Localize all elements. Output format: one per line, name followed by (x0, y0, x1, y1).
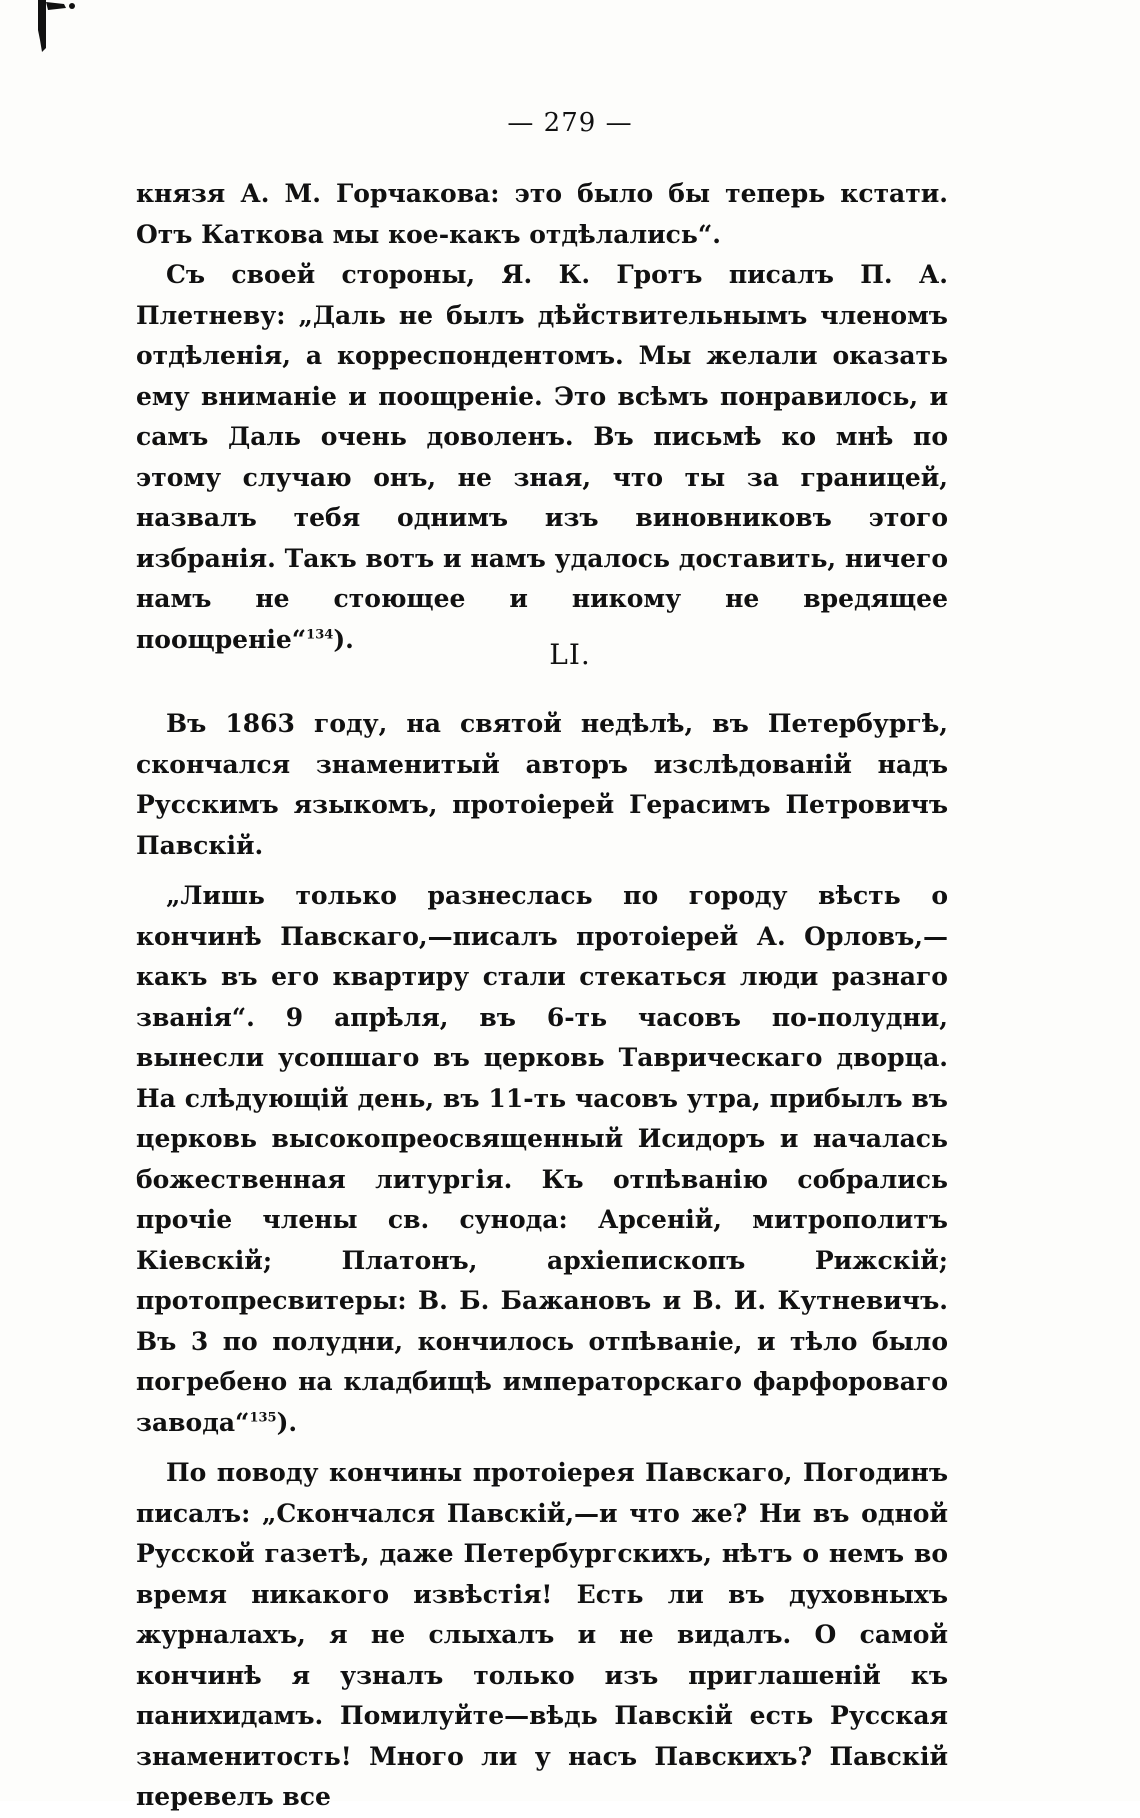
paragraph-funeral (136, 876, 948, 1443)
paragraph-funeral-end: ). (276, 1407, 298, 1437)
paragraph-grot-end: ). (333, 624, 354, 654)
bottom-text-block (136, 704, 948, 1818)
page-number: — 279 — (507, 108, 633, 138)
paragraph-grot-letter (136, 255, 948, 660)
paragraph-funeral-text: „Лишь только разнеслась по городу вѣсть о кончинѣ Павскаго,—писалъ протоіерей А. Орловъ,—какъ въ его квартиру стали стекаться люди разнаго званія“. 9 апрѣля, въ 6-ть часовъ по-полудни, вынесли усопшаго въ церковь Таврическаго дворца. На слѣдующій день, въ 11-ть часовъ утра, прибылъ въ церковь высокопреосвященный Исидоръ и началась божественная литургія. Къ отпѣванію собрались прочіе члены св. сунода: Арсеній, митрополитъ Кіевскій; Платонъ, архіепископъ Рижскій; протопресвитеры: В. Б. Бажановъ и В. И. Кутневичъ. Въ 3 по полудни, кончилось отпѣваніе, и тѣло было погребено на кладбищѣ императорскаго фарфороваго завода“ (136, 881, 948, 1437)
paragraph-grot-text: Съ своей стороны, Я. К. Гротъ писалъ П. А. Плетневу: „Даль не былъ дѣйствительнымъ членомъ отдѣленія, а корреспондентомъ. Мы желали оказать ему вниманіе и поощреніе. Это всѣмъ понравилось, и самъ Даль очень доволенъ. Въ письмѣ ко мнѣ по этому случаю онъ, не зная, что ты за границей, назвалъ тебя однимъ изъ виновниковъ этого избранія. Такъ вотъ и намъ удалось доставить, ничего намъ не стоющее и никому не вредящее поощреніе“ (136, 260, 948, 654)
footnote-ref-135: 135 (249, 1410, 277, 1426)
paragraph-continuation: князя А. М. Горчакова: это было бы теперь кстати. Отъ Каткова мы кое-какъ отдѣлались“. (136, 179, 948, 249)
top-text-block (136, 174, 948, 660)
section-heading: LI. (549, 638, 591, 671)
scan-corner-mark (36, 0, 80, 52)
paragraph-pogodin: По поводу кончины протоіерея Павскаго, Погодинъ писалъ: „Скончался Павскій,—и что же? Ни въ одной Русской газетѣ, даже Петербургскихъ, нѣтъ о немъ во время никакого извѣстія! Есть ли въ духовныхъ журналахъ, я не слыхалъ и не видалъ. О самой кончинѣ я узналъ только изъ приглашеній къ панихидамъ. Помилуйте—вѣдь Павскій есть Русская знаменитость! Много ли у насъ Павскихъ? Павскій перевелъ все (136, 1458, 948, 1811)
paragraph-pavsky-death: Въ 1863 году, на святой недѣлѣ, въ Петербургѣ, скончался знаменитый авторъ изслѣдованій надъ Русскимъ языкомъ, протоіерей Герасимъ Петровичъ Павскій. (136, 709, 948, 860)
footnote-ref-134: 134 (306, 627, 334, 643)
